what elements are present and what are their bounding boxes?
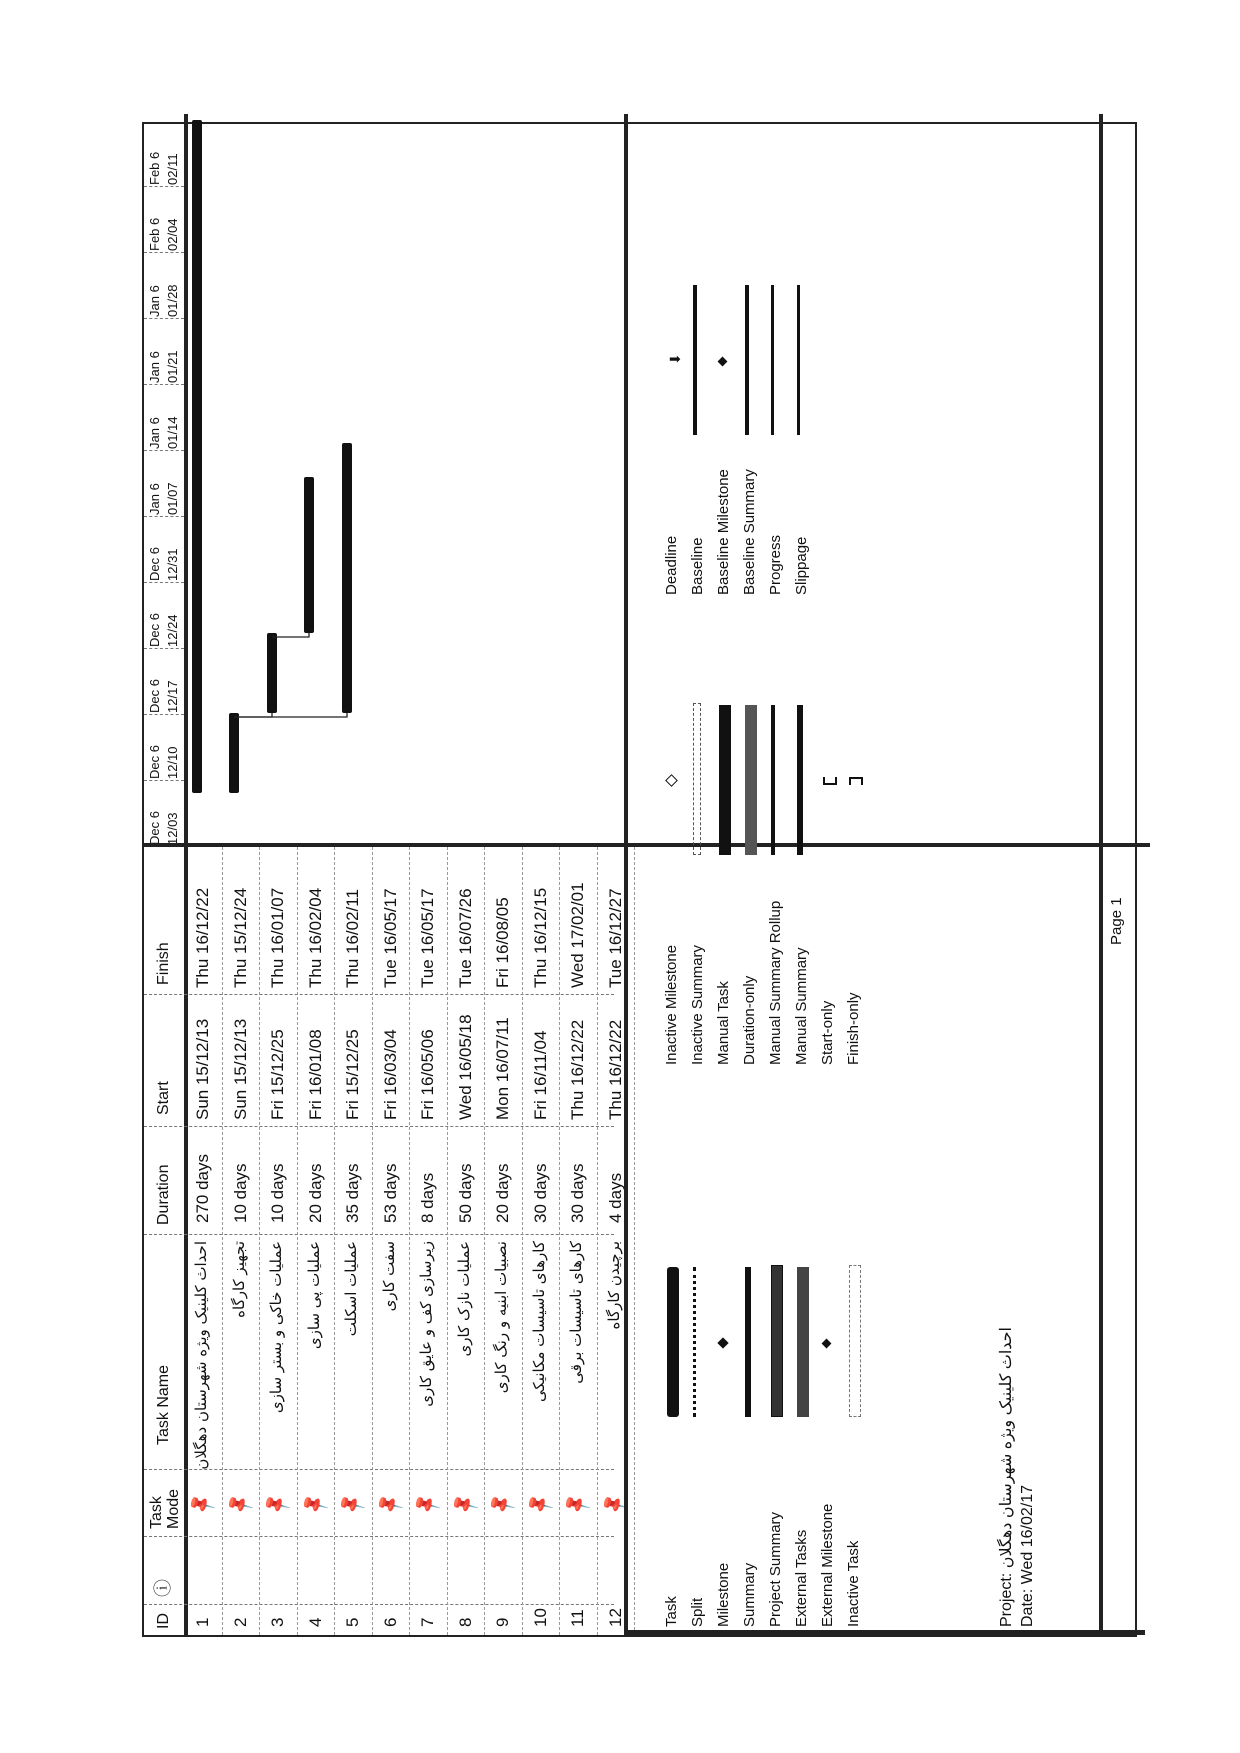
task-duration: 10 days — [268, 1163, 287, 1223]
task-start: Wed 16/05/18 — [455, 1014, 475, 1120]
task-finish: Thu 16/12/22 — [193, 887, 212, 988]
task-duration: 50 days — [455, 1163, 475, 1223]
task-id: 2 — [230, 1617, 250, 1627]
legend-symbol — [719, 1339, 727, 1417]
project-date: Date: Wed 16/02/17 — [1019, 1484, 1036, 1627]
header-info-icon: ⓘ — [153, 1579, 173, 1597]
legend-symbol — [849, 777, 863, 855]
legend-left-border — [624, 1630, 1145, 1635]
task-duration: 8 days — [418, 1172, 437, 1223]
footer-border — [1099, 114, 1103, 1635]
timescale-major-label: Jan 6 — [147, 417, 162, 449]
timescale-minor-label: 12/24 — [165, 614, 180, 647]
task-finish: Thu 16/02/11 — [343, 889, 362, 988]
task-start: Thu 16/12/22 — [568, 1019, 587, 1120]
legend-symbol — [823, 1340, 830, 1417]
manual-task-pin-icon: 📌 — [225, 1489, 255, 1519]
legend-label: Manual Summary Rollup — [767, 900, 784, 1065]
task-id: 3 — [268, 1617, 287, 1627]
legend-label: Inactive Summary — [689, 944, 706, 1065]
legend-symbol — [745, 1267, 751, 1417]
timescale-major-label: Dec 6 — [147, 613, 162, 647]
dependency-links — [144, 120, 1139, 1635]
project-label-text: Project: — [998, 1572, 1015, 1627]
task-finish: Fri 16/08/05 — [493, 897, 512, 988]
project-name: احداث کلینیک ویژه شهرستان دهگلان — [998, 1327, 1015, 1569]
legend-column-1 — [664, 1067, 964, 1627]
task-duration: 20 days — [305, 1163, 325, 1223]
legend-symbol: ⬇ — [667, 353, 683, 365]
task-finish: Tue 16/05/17 — [418, 888, 437, 988]
manual-task-pin-icon: 📌 — [375, 1489, 405, 1519]
task-finish: Thu 16/01/07 — [268, 887, 287, 988]
task-duration: 30 days — [568, 1163, 587, 1223]
task-duration: 30 days — [530, 1163, 550, 1223]
task-name: زیرسازی کف و عایق کاری — [417, 1241, 435, 1407]
manual-task-pin-icon: 📌 — [600, 1489, 630, 1519]
task-start: Fri 16/01/08 — [305, 1029, 325, 1120]
task-name: برچیدن کارگاه — [604, 1241, 623, 1330]
manual-task-pin-icon: 📌 — [487, 1489, 518, 1519]
task-name: کارهای تاسیسات برقی — [567, 1241, 585, 1384]
legend-label: Baseline Summary — [741, 469, 758, 595]
legend-label: Start-only — [819, 1000, 836, 1065]
header-finish: Finish — [155, 942, 172, 985]
header-task-name: Task Name — [155, 1364, 172, 1445]
task-name: عملیات اسکلت — [342, 1241, 360, 1337]
timescale-major-label: Dec 6 — [147, 547, 162, 581]
timescale-major-label: Feb 6 — [147, 217, 162, 251]
legend-column-3 — [664, 135, 964, 595]
task-duration: 270 days — [193, 1154, 212, 1223]
task-id: 5 — [343, 1617, 362, 1627]
timescale-minor-label: 01/21 — [165, 350, 180, 383]
legend-symbol — [745, 705, 757, 855]
timescale-minor-label: 01/07 — [165, 482, 180, 515]
task-id: 7 — [418, 1617, 437, 1627]
task-id: 12 — [605, 1608, 625, 1627]
task-start: Mon 16/07/11 — [493, 1017, 512, 1120]
timescale-major-label: Jan 6 — [147, 285, 162, 317]
manual-task-pin-icon: 📌 — [450, 1489, 480, 1519]
task-id: 10 — [530, 1608, 550, 1627]
legend-label: Inactive Task — [845, 1540, 862, 1627]
task-start: Fri 16/11/04 — [530, 1030, 550, 1120]
legend-symbol — [693, 703, 701, 855]
timescale-minor-label: 12/31 — [165, 548, 180, 581]
legend-label: Manual Summary — [793, 947, 810, 1065]
legend-symbol — [771, 705, 775, 855]
timescale-major-label: Jan 6 — [147, 351, 162, 383]
timescale-major-label: Dec 6 — [147, 811, 162, 845]
legend-label: Milestone — [715, 1562, 732, 1627]
manual-task-pin-icon: 📌 — [562, 1489, 593, 1519]
task-id: 11 — [568, 1609, 587, 1627]
task-id: 6 — [380, 1617, 400, 1627]
legend-symbol — [667, 776, 676, 855]
task-duration: 4 days — [605, 1172, 625, 1223]
manual-task-pin-icon: 📌 — [262, 1489, 293, 1519]
legend-symbol — [771, 1265, 783, 1417]
task-id: 9 — [493, 1617, 512, 1627]
task-finish: Thu 16/02/04 — [305, 887, 325, 988]
task-name: نصبیات ابنیه و رنگ کاری — [492, 1241, 510, 1394]
task-finish: Thu 16/12/15 — [530, 887, 550, 988]
task-start: Thu 16/12/22 — [605, 1019, 625, 1120]
legend-label: Finish-only — [845, 992, 862, 1065]
manual-task-pin-icon: 📌 — [187, 1489, 218, 1519]
legend-label: Duration-only — [741, 975, 758, 1065]
timescale-minor-label: 12/17 — [165, 680, 180, 713]
timescale-minor-label: 12/03 — [165, 812, 180, 845]
legend-symbol — [797, 705, 803, 855]
task-name: احداث کلینیک ویژه شهرستان دهگلان — [192, 1241, 210, 1470]
task-start: Sun 15/12/13 — [193, 1018, 212, 1120]
task-duration: 35 days — [343, 1163, 362, 1223]
manual-task-pin-icon: 📌 — [525, 1489, 555, 1519]
page-number: Page 1 — [1108, 897, 1125, 945]
task-duration: 10 days — [230, 1163, 250, 1223]
legend-label: External Milestone — [819, 1503, 836, 1627]
timescale-major-label: Dec 6 — [147, 679, 162, 713]
header-task-mode: Task Mode — [148, 1488, 182, 1529]
legend-label: External Tasks — [793, 1529, 810, 1627]
legend-label: Deadline — [663, 535, 680, 595]
header-start: Start — [155, 1081, 172, 1115]
legend-symbol — [667, 1267, 679, 1417]
timescale-major-label: Feb 6 — [147, 151, 162, 185]
timescale-major-label: Jan 6 — [147, 483, 162, 515]
header-duration: Duration — [155, 1164, 172, 1225]
legend-symbol — [693, 285, 697, 435]
legend-label: Project Summary — [767, 1511, 784, 1627]
manual-task-pin-icon: 📌 — [412, 1489, 443, 1519]
task-id: 8 — [455, 1617, 475, 1627]
legend-label: Manual Task — [715, 981, 732, 1065]
legend-label: Progress — [767, 534, 784, 595]
legend-label: Split — [689, 1597, 706, 1627]
task-start: Fri 16/03/04 — [380, 1029, 400, 1120]
task-name: عملیات خاکی و بستر سازی — [267, 1241, 285, 1414]
legend-label: Inactive Milestone — [663, 944, 680, 1065]
manual-task-pin-icon: 📌 — [300, 1489, 330, 1519]
task-name: تجهیز کارگاه — [229, 1241, 248, 1318]
gantt-printout-page — [142, 122, 1137, 1637]
task-duration: 53 days — [380, 1163, 400, 1223]
task-start: Fri 15/12/25 — [268, 1029, 287, 1120]
legend-symbol — [823, 777, 837, 855]
legend-label: Task — [663, 1596, 680, 1627]
task-finish: Thu 15/12/24 — [230, 887, 250, 988]
task-name: عملیات نازک کاری — [454, 1241, 473, 1357]
legend-label: Baseline — [689, 537, 706, 595]
legend-top-border — [624, 114, 628, 1635]
manual-task-pin-icon: 📌 — [337, 1489, 368, 1519]
legend-symbol — [849, 1265, 861, 1417]
legend-symbol — [797, 285, 800, 435]
timescale-minor-label: 02/04 — [165, 218, 180, 251]
task-name: عملیات پی سازی — [304, 1241, 323, 1350]
task-finish: Wed 17/02/01 — [568, 882, 587, 988]
task-finish: Tue 16/05/17 — [380, 888, 400, 988]
timescale-major-label: Dec 6 — [147, 745, 162, 779]
header-id: ID — [155, 1613, 172, 1629]
task-start: Fri 15/12/25 — [343, 1029, 362, 1120]
task-duration: 20 days — [493, 1163, 512, 1223]
legend-label: Slippage — [793, 536, 810, 595]
task-finish: Tue 16/07/26 — [455, 888, 475, 988]
legend-label: Summary — [741, 1562, 758, 1627]
task-finish: Tue 16/12/27 — [605, 888, 625, 988]
legend-symbol — [771, 285, 774, 435]
task-name: سفت کاری — [379, 1241, 398, 1312]
legend-symbol — [719, 358, 726, 435]
task-id: 1 — [193, 1617, 212, 1627]
project-label — [999, 1327, 1015, 1627]
legend-symbol — [745, 285, 749, 435]
legend-symbol — [797, 1267, 809, 1417]
timescale-minor-label: 01/28 — [165, 284, 180, 317]
task-start: Fri 16/05/06 — [418, 1029, 437, 1120]
timescale-minor-label: 12/10 — [165, 746, 180, 779]
legend-label: Baseline Milestone — [715, 469, 732, 595]
task-name: کارهای تاسیسات مکانیکی — [529, 1241, 548, 1403]
timescale-minor-label: 02/11 — [165, 153, 180, 185]
task-start: Sun 15/12/13 — [230, 1018, 250, 1120]
legend-symbol — [719, 705, 731, 855]
timescale-minor-label: 01/14 — [165, 416, 180, 449]
task-id: 4 — [305, 1617, 325, 1627]
legend-symbol — [693, 1267, 696, 1417]
legend-column-2 — [664, 665, 964, 1065]
